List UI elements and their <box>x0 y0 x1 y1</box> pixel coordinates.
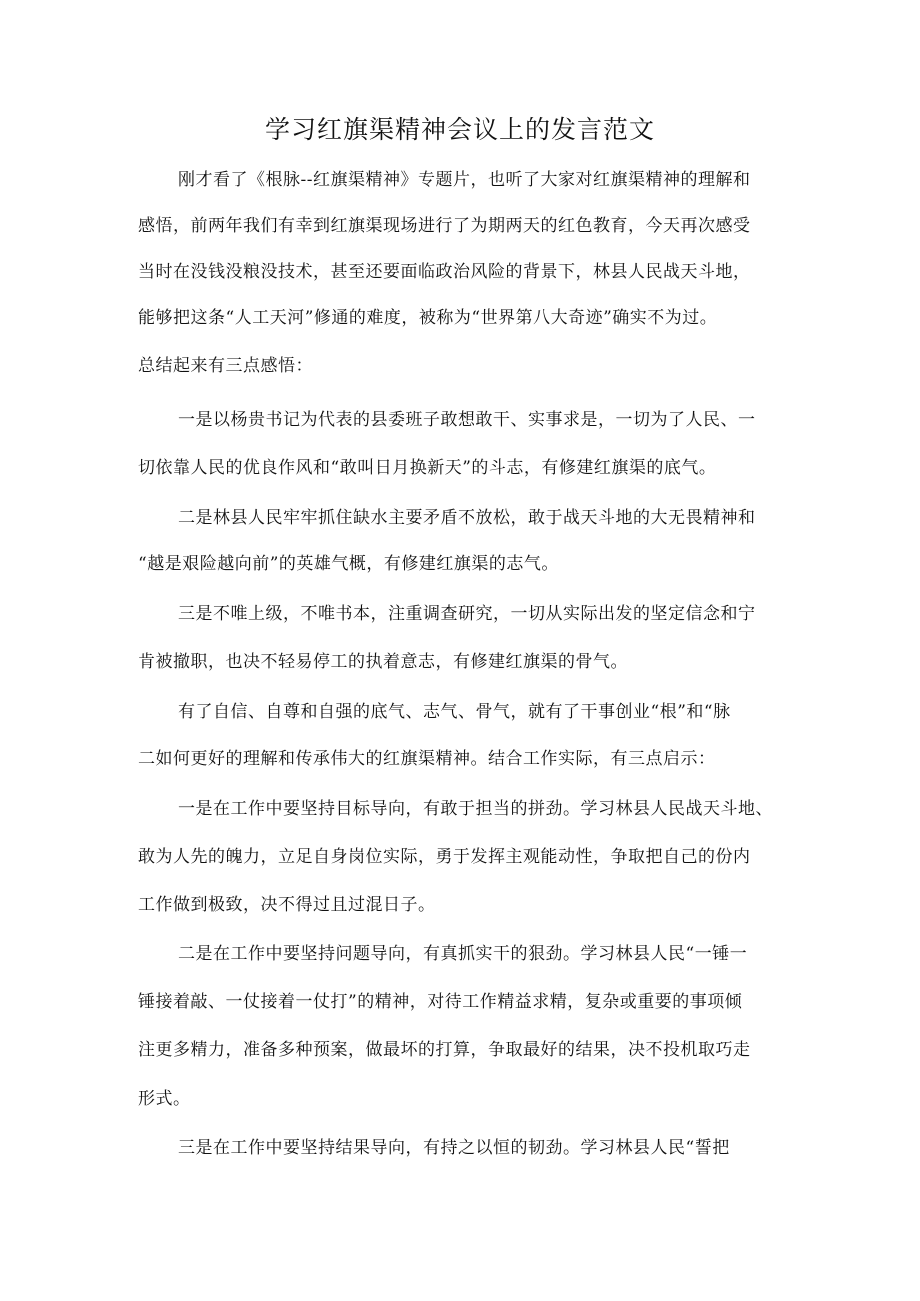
paragraph-line: 三是不唯上级，不唯书本，注重调查研究，一切从实际出发的坚定信念和宁 <box>178 604 756 624</box>
paragraph-line: 当时在没钱没粮没技术，甚至还要面临政治风险的背景下，林县人民战天斗地， <box>138 262 751 282</box>
paragraph-line: 注更多精力，准备多种预案，做最坏的打算，争取最好的结果，决不投机取巧走 <box>138 1040 751 1060</box>
paragraph-line: “越是艰险越向前”的英雄气概，有修建红旗渠的志气。 <box>138 554 559 574</box>
paragraph-line: 总结起来有三点感悟： <box>138 356 313 376</box>
paragraph-line: 感悟，前两年我们有幸到红旗渠现场进行了为期两天的红色教育，今天再次感受 <box>138 216 751 236</box>
paragraph-line: 敢为人先的魄力，立足自身岗位实际，勇于发挥主观能动性，争取把自己的份内 <box>138 847 751 867</box>
paragraph-line: 一是在工作中要坚持目标导向，有敢于担当的拼劲。学习林县人民战天斗地、 <box>178 799 773 819</box>
paragraph-line: 刚才看了《根脉--红旗渠精神》专题片，也听了大家对红旗渠精神的理解和 <box>178 170 751 190</box>
paragraph-line: 二如何更好的理解和传承伟大的红旗渠精神。结合工作实际，有三点启示： <box>138 749 716 769</box>
paragraph-line: 锤接着敲、一仗接着一仗打”的精神，对待工作精益求精，复杂或重要的事项倾 <box>138 992 743 1012</box>
paragraph-line: 肯被撤职，也决不轻易停工的执着意志，有修建红旗渠的骨气。 <box>138 652 628 672</box>
paragraph-line: 能够把这条“人工天河”修通的难度，被称为“世界第八大奇迹”确实不为过。 <box>138 308 718 328</box>
paragraph-line: 二是在工作中要坚持问题导向，有真抓实干的狠劲。学习林县人民“一锤一 <box>178 944 748 964</box>
paragraph-line: 有了自信、自尊和自强的底气、志气、骨气，就有了干事创业“根”和“脉 <box>178 702 731 722</box>
paragraph-line: 一是以杨贵书记为代表的县委班子敢想敢干、实事求是，一切为了人民、一 <box>178 410 756 430</box>
paragraph-line: 二是林县人民牢牢抓住缺水主要矛盾不放松，敢于战天斗地的大无畏精神和 <box>178 508 756 528</box>
paragraph-line: 工作做到极致，决不得过且过混日子。 <box>138 895 436 915</box>
paragraph-line: 三是在工作中要坚持结果导向，有持之以恒的韧劲。学习林县人民“誓把 <box>178 1138 730 1158</box>
document-title: 学习红旗渠精神会议上的发言范文 <box>264 115 655 144</box>
paragraph-line: 形式。 <box>138 1089 191 1109</box>
paragraph-line: 切依靠人民的优良作风和“敢叫日月换新天”的斗志，有修建红旗渠的底气。 <box>138 458 717 478</box>
